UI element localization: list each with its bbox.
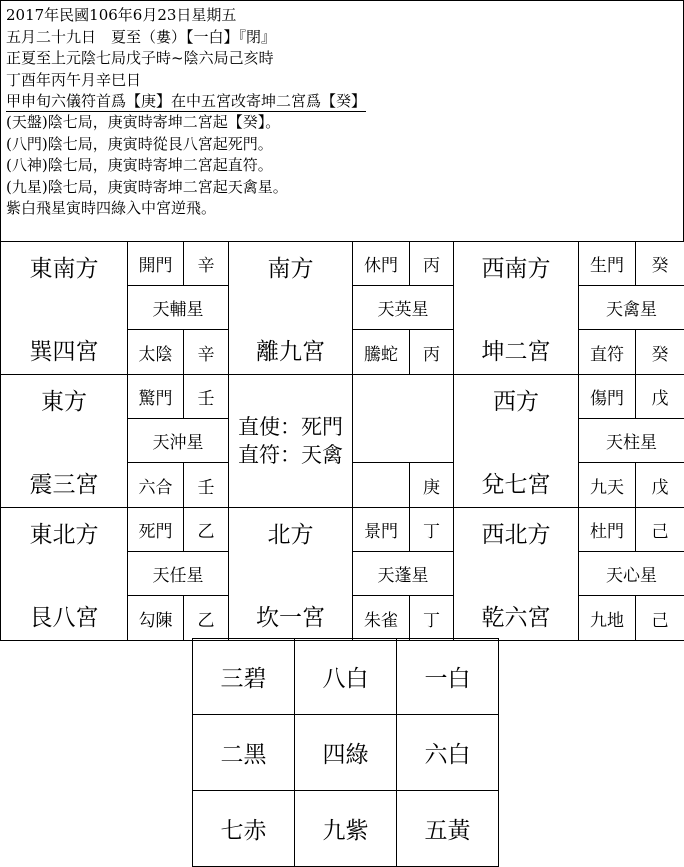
header-line-ganzhi: 丁酉年丙午月辛巳日 <box>6 70 677 92</box>
palace-sw-god-stem: 癸 <box>636 330 684 375</box>
center-zhifu: 直符：天禽 <box>229 441 352 469</box>
palace-sw-name: 坤二宮 <box>454 333 578 366</box>
flying-star-grid <box>192 638 499 867</box>
header-info <box>0 0 684 242</box>
palace-w-star: 天柱星 <box>579 419 684 463</box>
palace-ne-gate-stem: 乙 <box>184 508 229 552</box>
qimen-grid <box>0 241 684 641</box>
palace-nw-direction: 西北方 <box>454 516 578 549</box>
palace-w-gate: 傷門 <box>579 375 636 419</box>
palace-s-label <box>229 242 353 375</box>
palace-s-direction: 南方 <box>229 250 352 283</box>
palace-nw-name: 乾六宮 <box>454 599 578 632</box>
palace-e-gate-stem: 壬 <box>184 375 229 419</box>
palace-sw-label <box>454 242 579 375</box>
palace-n-gate: 景門 <box>353 508 410 552</box>
header-line-jiuxing: (九星)陰七局，庚寅時寄坤二宮起天禽星。 <box>6 177 677 199</box>
header-line-bamen: (八門)陰七局，庚寅時從艮八宮起死門。 <box>6 134 677 156</box>
palace-s-god-stem: 丙 <box>410 330 454 375</box>
palace-se-direction: 東南方 <box>1 250 127 283</box>
palace-nw-label <box>454 508 579 641</box>
palace-se-name: 巽四宮 <box>1 333 127 366</box>
palace-sw-direction: 西南方 <box>454 250 578 283</box>
palace-n-label <box>229 508 353 641</box>
palace-sw-star: 天禽星 <box>579 286 684 330</box>
palace-se-star: 天輔星 <box>128 286 229 330</box>
palace-ne-name: 艮八宮 <box>1 599 127 632</box>
palace-ne-label <box>1 508 128 641</box>
palace-s-god: 騰蛇 <box>353 330 410 375</box>
palace-e-god-stem: 壬 <box>184 463 229 508</box>
palace-n-god: 朱雀 <box>353 596 410 641</box>
flying-star-cell: 五黃 <box>397 791 499 867</box>
palace-nw-star: 天心星 <box>579 552 684 596</box>
palace-ne-direction: 東北方 <box>1 516 127 549</box>
flying-star-cell: 八白 <box>295 639 397 715</box>
palace-ne-star: 天任星 <box>128 552 229 596</box>
palace-se-label <box>1 242 128 375</box>
header-line-lunar: 五月二十九日 夏至（婁）【一白】『閉』 <box>6 27 677 49</box>
palace-s-gate: 休門 <box>353 242 410 286</box>
palace-e-gate: 驚門 <box>128 375 184 419</box>
palace-e-star: 天沖星 <box>128 419 229 463</box>
flying-star-cell: 七赤 <box>193 791 295 867</box>
palace-ne-god-stem: 乙 <box>184 596 229 641</box>
palace-s-name: 離九宮 <box>229 333 352 366</box>
header-line-tianpan: (天盤)陰七局，庚寅時寄坤二宮起【癸】。 <box>6 112 677 134</box>
flying-star-cell: 六白 <box>397 715 499 791</box>
palace-nw-god-stem: 己 <box>636 596 684 641</box>
palace-w-direction: 西方 <box>454 383 578 416</box>
palace-sw-gate: 生門 <box>579 242 636 286</box>
palace-sw-god: 直符 <box>579 330 636 375</box>
palace-nw-god: 九地 <box>579 596 636 641</box>
header-line-ju: 正夏至上元陰七局戊子時~陰六局己亥時 <box>6 48 677 70</box>
palace-w-god-stem: 戊 <box>636 463 684 508</box>
palace-e-god: 六合 <box>128 463 184 508</box>
center-zhishi: 直使：死門 <box>229 413 352 441</box>
palace-n-god-stem: 丁 <box>410 596 454 641</box>
palace-center-label <box>229 375 353 508</box>
flying-star-cell: 三碧 <box>193 639 295 715</box>
palace-n-star: 天蓬星 <box>353 552 454 596</box>
palace-center-blank <box>353 463 410 508</box>
palace-center-stem: 庚 <box>410 463 454 508</box>
palace-n-gate-stem: 丁 <box>410 508 454 552</box>
flying-star-cell: 四綠 <box>295 715 397 791</box>
header-line-date: 2017年民國106年6月23日星期五 <box>6 5 677 27</box>
palace-n-name: 坎一宮 <box>229 599 352 632</box>
header-line-fushou: 甲申旬六儀符首爲【庚】在中五宮改寄坤二宮爲【癸】 <box>6 92 366 112</box>
palace-nw-gate-stem: 己 <box>636 508 684 552</box>
palace-s-gate-stem: 丙 <box>410 242 454 286</box>
header-line-feixing: 紫白飛星寅時四綠入中宮逆飛。 <box>6 198 677 220</box>
palace-w-gate-stem: 戊 <box>636 375 684 419</box>
palace-s-star: 天英星 <box>353 286 454 330</box>
palace-ne-gate: 死門 <box>128 508 184 552</box>
flying-star-cell: 九紫 <box>295 791 397 867</box>
palace-e-name: 震三宮 <box>1 466 127 499</box>
palace-se-gate: 開門 <box>128 242 184 286</box>
palace-sw-gate-stem: 癸 <box>636 242 684 286</box>
palace-se-god: 太陰 <box>128 330 184 375</box>
palace-e-label <box>1 375 128 508</box>
palace-n-direction: 北方 <box>229 516 352 549</box>
palace-ne-god: 勾陳 <box>128 596 184 641</box>
flying-star-cell: 二黑 <box>193 715 295 791</box>
palace-e-direction: 東方 <box>1 383 127 416</box>
palace-center-empty <box>353 375 454 463</box>
header-line-bashen: (八神)陰七局，庚寅時寄坤二宮起直符。 <box>6 155 677 177</box>
palace-w-label <box>454 375 579 508</box>
palace-se-god-stem: 辛 <box>184 330 229 375</box>
palace-nw-gate: 杜門 <box>579 508 636 552</box>
flying-star-cell: 一白 <box>397 639 499 715</box>
palace-w-name: 兌七宮 <box>454 466 578 499</box>
palace-w-god: 九天 <box>579 463 636 508</box>
palace-se-gate-stem: 辛 <box>184 242 229 286</box>
